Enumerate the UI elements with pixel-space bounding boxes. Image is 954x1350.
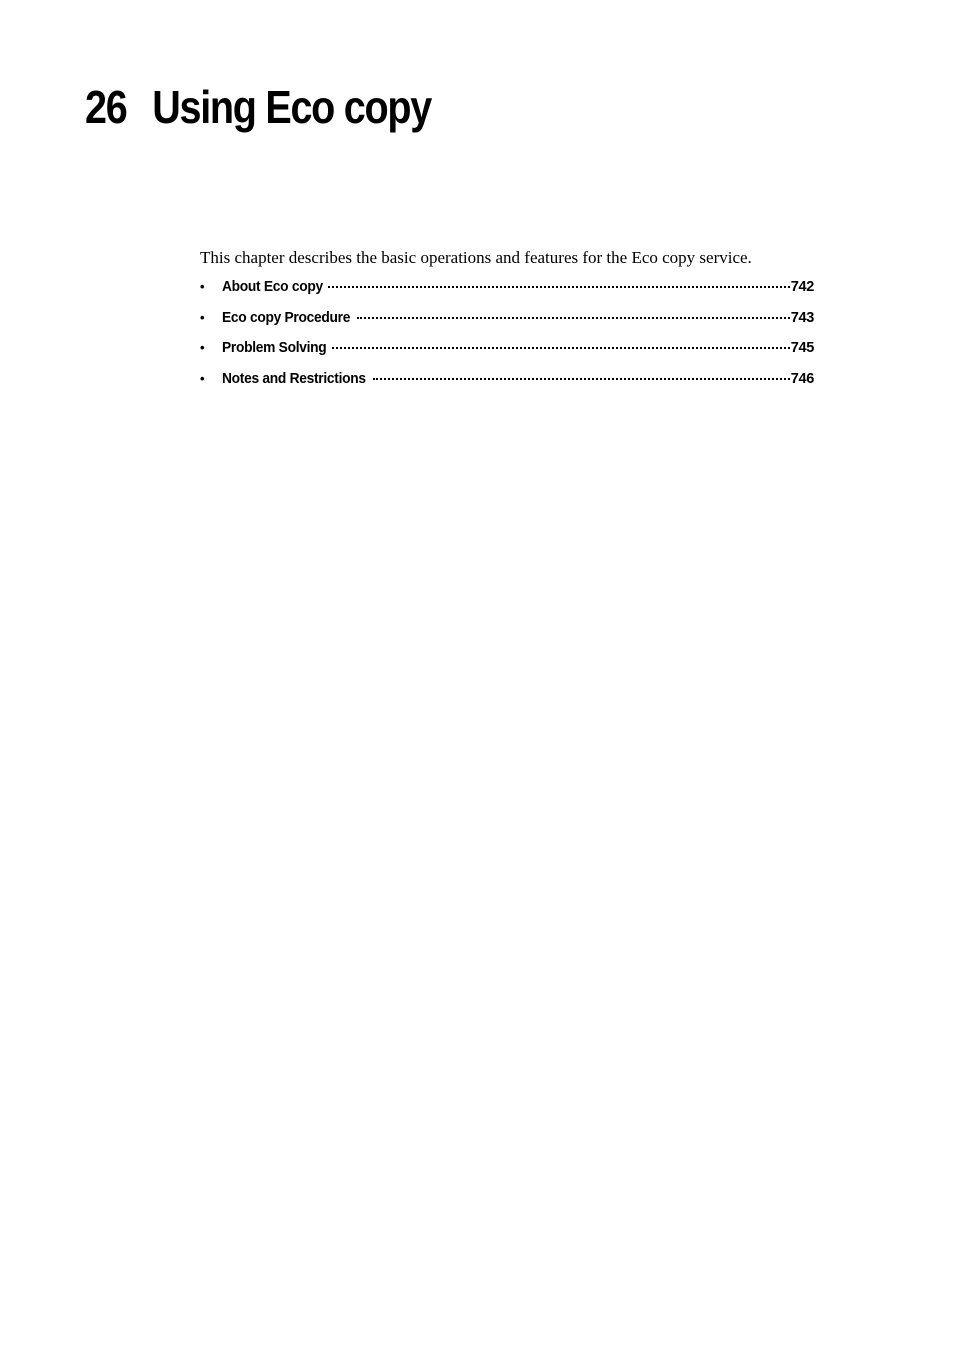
bullet-icon: • <box>200 340 205 356</box>
toc-item-page[interactable]: 745 <box>790 340 814 357</box>
toc-item-label[interactable]: Problem Solving <box>222 340 327 357</box>
toc-item-label[interactable]: Notes and Restrictions <box>222 370 366 387</box>
table-of-contents <box>200 276 814 398</box>
bullet-icon: • <box>200 309 205 325</box>
bullet-icon: • <box>200 370 205 386</box>
dot-leader <box>328 286 790 288</box>
toc-item-label[interactable]: About Eco copy <box>222 279 323 295</box>
toc-item-about-eco-copy[interactable] <box>200 276 814 307</box>
toc-item-notes-and-restrictions[interactable] <box>200 368 814 399</box>
dot-leader <box>357 317 790 319</box>
chapter-number: 26 <box>85 81 127 133</box>
toc-item-problem-solving[interactable] <box>200 337 814 368</box>
toc-item-page[interactable]: 742 <box>790 279 814 295</box>
chapter-intro: This chapter describes the basic operations and features for the Eco copy service. <box>200 248 752 267</box>
toc-item-label[interactable]: Eco copy Procedure <box>222 309 351 326</box>
dot-leader <box>373 378 789 380</box>
toc-item-eco-copy-procedure[interactable] <box>200 307 814 338</box>
chapter-heading <box>85 78 431 136</box>
dot-leader <box>332 347 790 349</box>
chapter-title: Using Eco copy <box>152 81 431 133</box>
toc-item-page[interactable]: 743 <box>790 309 814 326</box>
bullet-icon: • <box>200 279 205 294</box>
toc-item-page[interactable]: 746 <box>790 370 814 387</box>
